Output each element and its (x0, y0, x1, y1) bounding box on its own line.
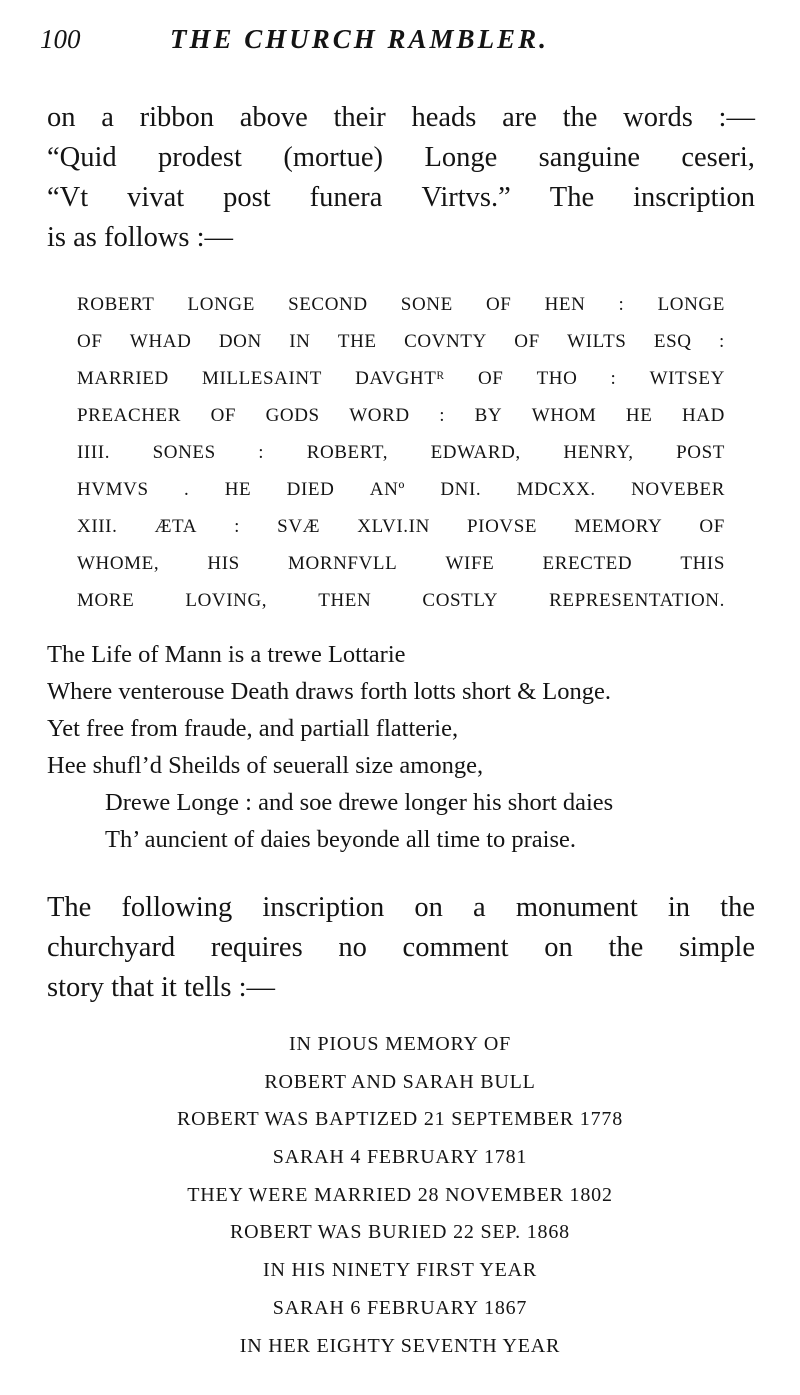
word: OF (77, 331, 103, 352)
word: comment (402, 932, 509, 963)
word: ERECTED (542, 553, 633, 574)
paragraph-line (47, 888, 755, 928)
paragraph-line (47, 968, 755, 1008)
intro-line (47, 98, 755, 138)
word: PREACHER (77, 405, 182, 426)
word: : (234, 516, 241, 537)
word: DAVGHTᴿ (355, 368, 445, 389)
word: WIFE (445, 553, 495, 574)
word: WHOM (531, 405, 597, 426)
word: HE (224, 479, 252, 500)
word: OF (699, 516, 725, 537)
word: the (562, 102, 598, 133)
word: MILLESAINT (201, 368, 322, 389)
intro-line (47, 138, 755, 178)
verse-line: Hee shufl’d Sheilds of seuerall size amonge, (47, 752, 484, 779)
word: on (544, 932, 573, 963)
word: THE (337, 331, 377, 352)
word: OF (477, 368, 504, 389)
word: XLVI.IN (357, 516, 430, 537)
word: : (719, 331, 725, 352)
word: : (258, 442, 265, 463)
word: :— (718, 102, 755, 133)
word: COSTLY (422, 590, 499, 611)
word: : (439, 405, 446, 426)
word: HENRY, (563, 442, 634, 463)
word: HEN (544, 294, 586, 315)
word: EDWARD, (430, 442, 521, 463)
word: ESQ (653, 331, 692, 352)
word: ROBERT, (306, 442, 389, 463)
word: on (47, 102, 76, 133)
word: SECOND (288, 294, 368, 315)
word: DON (218, 331, 262, 352)
word: SVÆ (277, 516, 321, 537)
word: HAD (681, 405, 725, 426)
word: no (338, 932, 367, 963)
word: story that it tells :— (47, 972, 275, 1003)
word: ribbon (139, 102, 215, 133)
word: monument (515, 892, 638, 923)
word: in (667, 892, 691, 923)
verse-line-indented: Th’ auncient of daies beyonde all time to praise. (105, 826, 577, 853)
inscription-line (77, 582, 725, 619)
word: OF (514, 331, 540, 352)
word: HIS (207, 553, 240, 574)
page-number: 100 (40, 24, 81, 54)
inscription-line (77, 434, 725, 471)
epitaph-line: ROBERT WAS BAPTIZED 21 SEPTEMBER 1778 (176, 1108, 624, 1131)
word: requires (210, 932, 303, 963)
word: ÆTA (154, 516, 198, 537)
word: COVNTY (404, 331, 487, 352)
word: sanguine (538, 142, 640, 173)
word: The (47, 892, 92, 923)
word: (mortue) (283, 142, 384, 173)
inscription-line (77, 471, 725, 508)
page-header (40, 24, 760, 64)
word: WORD (349, 405, 410, 426)
inscription-line (77, 397, 725, 434)
word: IN (289, 331, 311, 352)
word: funera (309, 182, 383, 213)
word: LONGE (187, 294, 255, 315)
word: vivat (127, 182, 185, 213)
word: their (333, 102, 386, 133)
inscription-line (77, 323, 725, 360)
churchyard-paragraph (47, 888, 755, 1008)
word: the (608, 932, 644, 963)
word: a (473, 892, 486, 923)
bull-epitaph (60, 1026, 740, 1365)
word: DNI. (440, 479, 482, 500)
word: . (184, 479, 190, 500)
epitaph-line: THEY WERE MARRIED 28 NOVEMBER 1802 (187, 1183, 613, 1206)
word: ANº (369, 479, 405, 500)
word: HE (625, 405, 653, 426)
word: inscription (262, 892, 385, 923)
epitaph-line: IN HER EIGHTY SEVENTH YEAR (239, 1334, 561, 1357)
word: REPRESENTATION. (549, 590, 725, 611)
word: SONES (152, 442, 216, 463)
paragraph-line (47, 928, 755, 968)
word: is as follows :— (47, 222, 234, 253)
word: SONE (400, 294, 453, 315)
inscription-line (77, 508, 725, 545)
word: ceseri, (681, 142, 755, 173)
word: Virtvs.” (421, 182, 511, 213)
word: GODS (265, 405, 320, 426)
word: THIS (680, 553, 725, 574)
epitaph-line: IN PIOUS MEMORY OF (288, 1033, 512, 1055)
inscription-line (77, 286, 725, 323)
word: XIII. (77, 516, 118, 537)
word: above (239, 102, 308, 133)
epitaph-line: IN HIS NINETY FIRST YEAR (262, 1259, 537, 1282)
word: words (623, 102, 693, 133)
inscription-line (77, 545, 725, 582)
verse-line: Where venterouse Death draws forth lotts short & Longe. (47, 678, 612, 705)
word: : (618, 294, 625, 315)
epitaph-line: SARAH 6 FEBRUARY 1867 (272, 1296, 528, 1319)
word: NOVEBER (631, 479, 725, 500)
running-title: THE CHURCH RAMBLER. (170, 24, 549, 54)
word: a (101, 102, 114, 133)
word: churchyard (47, 932, 176, 963)
word: are (502, 102, 537, 133)
verse-line: The Life of Mann is a trewe Lottarie (47, 641, 406, 668)
word: HVMVS (77, 479, 149, 500)
word: MORE (77, 590, 135, 611)
word: prodest (158, 142, 242, 173)
epitaph-line: ROBERT AND SARAH BULL (264, 1070, 536, 1093)
word: post (223, 182, 271, 213)
word: MDCXX. (516, 479, 596, 500)
word: THO (536, 368, 578, 389)
intro-paragraph (47, 98, 755, 258)
verse-epitaph (47, 636, 767, 858)
word: The (549, 182, 595, 213)
word: DIED (286, 479, 335, 500)
epitaph-line: ROBERT WAS BURIED 22 SEP. 1868 (230, 1221, 570, 1244)
inscription-line (77, 360, 725, 397)
word: OF (210, 405, 237, 426)
word: POST (676, 442, 725, 463)
word: LOVING, (185, 590, 268, 611)
word: inscription (633, 182, 755, 213)
word: ROBERT (77, 294, 155, 315)
epitaph-line: SARAH 4 FEBRUARY 1781 (272, 1146, 528, 1169)
word: WHOME, (77, 553, 160, 574)
word: LONGE (657, 294, 725, 315)
word: following (121, 892, 233, 923)
verse-line-indented: Drewe Longe : and soe drewe longer his short daies (105, 789, 614, 816)
word: “Quid (47, 142, 117, 173)
word: WILTS (567, 331, 627, 352)
word: WITSEY (649, 368, 725, 389)
word: OF (485, 294, 512, 315)
word: : (610, 368, 617, 389)
word: MEMORY (574, 516, 663, 537)
longe-inscription (77, 286, 725, 619)
intro-line (47, 178, 755, 218)
word: MARRIED (77, 368, 169, 389)
word: simple (679, 932, 755, 963)
word: THEN (318, 590, 372, 611)
word: WHAD (129, 331, 192, 352)
verse-line: Yet free from fraude, and partiall flatterie, (47, 715, 459, 742)
word: “Vt (47, 182, 89, 213)
word: heads (411, 102, 477, 133)
word: Longe (424, 142, 498, 173)
word: IIII. (77, 442, 111, 463)
word: MORNFVLL (288, 553, 398, 574)
intro-line (47, 218, 755, 258)
word: PIOVSE (467, 516, 538, 537)
word: BY (474, 405, 503, 426)
word: the (720, 892, 755, 923)
word: on (414, 892, 443, 923)
